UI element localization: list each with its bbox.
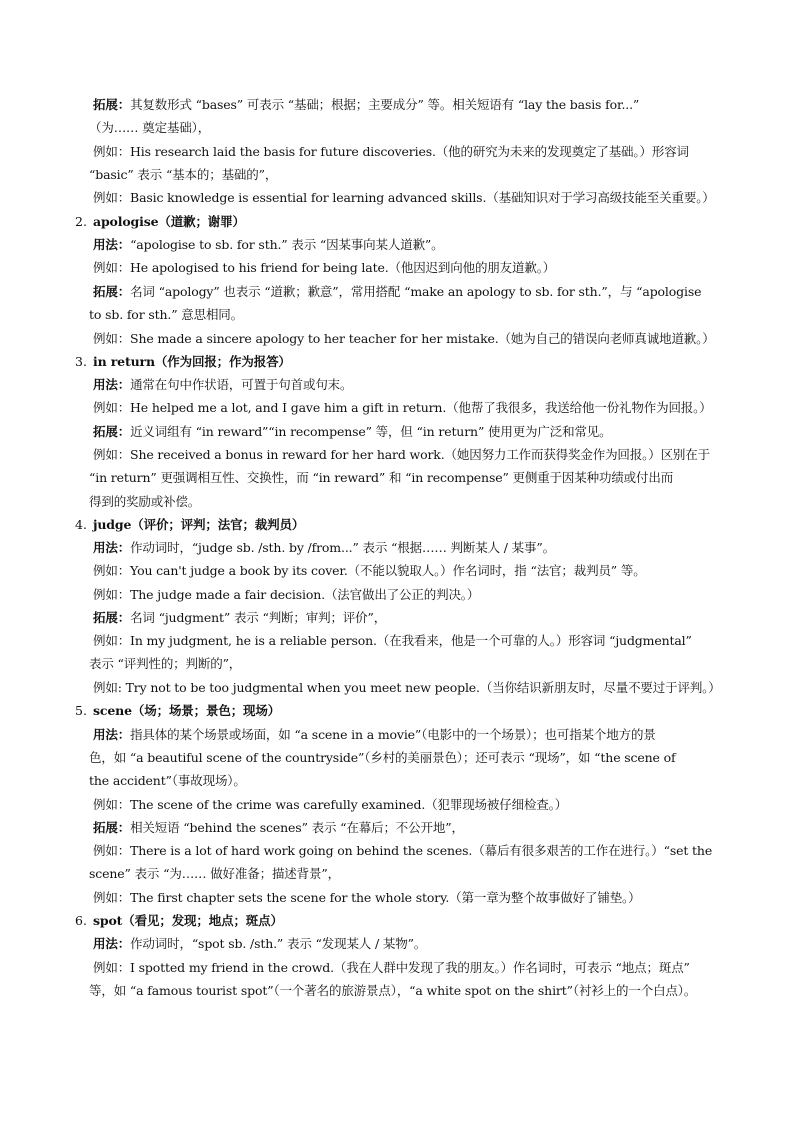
line-text: 指具体的某个场景或场面，如 “a scene in a movie”（电影中的一个场景）；也可指某个地方的景	[130, 727, 656, 742]
item-number: 3.	[75, 354, 87, 369]
labeled-line	[93, 540, 555, 556]
line-text: 色，如 “a beautiful scene of the countryside”（乡村的美丽景色）；还可表示 “现场”，如 “the scene of	[89, 750, 676, 765]
line-text: 例如：I spotted my friend in the crowd.（我在人群中发现了我的朋友。）作名词时，可表示 “地点；斑点”	[93, 960, 690, 975]
line-text: 例如：He apologised to his friend for being late.（他因迟到向他的朋友道歉。）	[93, 260, 556, 275]
labeled-line	[93, 820, 464, 836]
line-text: 例如：The judge made a fair decision.（法官做出了公正的判决。）	[93, 587, 480, 602]
text-line	[89, 866, 340, 882]
labeled-line	[93, 727, 656, 743]
text-line	[93, 563, 646, 579]
labeled-line	[93, 610, 386, 626]
text-line	[89, 307, 243, 323]
labeled-line	[93, 284, 701, 300]
labeled-line	[93, 424, 612, 440]
line-text: the accident”（事故现场）。	[89, 773, 246, 788]
line-text: scene” 表示 “为…… 做好准备；描述背景”，	[89, 866, 340, 881]
text-line	[93, 890, 641, 906]
line-text: to sb. for sth.” 意思相同。	[89, 307, 244, 322]
text-line	[89, 120, 210, 136]
line-text: 作动词时，“judge sb. /sth. by /from...” 表示 “根据…… 判断某人 / 某事”。	[130, 540, 555, 555]
line-text: 例如：You can't judge a book by its cover.（不能以貌取人。）作名词时，指 “法官；裁判员” 等。	[93, 563, 646, 578]
line-label: 拓展：	[93, 284, 131, 299]
text-line	[93, 633, 692, 649]
text-line	[93, 680, 721, 696]
line-text: 名词 “apology” 也表示 “道歉；歉意”，常用搭配 “make an apology to sb. for sth.”，与 “apologise	[130, 284, 702, 299]
entry-heading: in return（作为回报；作为报答）	[93, 354, 291, 369]
labeled-line	[93, 936, 426, 952]
entry-heading: judge（评价；评判；法官；裁判员）	[93, 517, 305, 532]
line-label: 用法：	[93, 936, 131, 951]
line-label: 用法：	[93, 377, 131, 392]
item-number: 2.	[75, 214, 87, 229]
line-label: 拓展：	[93, 424, 131, 439]
text-line	[93, 587, 479, 603]
text-line	[93, 960, 690, 976]
text-line	[93, 190, 715, 206]
line-text: 相关短语 “behind the scenes” 表示 “在幕后；不公开地”，	[130, 820, 464, 835]
line-text: “apologise to sb. for sth.” 表示 “因某事向某人道歉”。	[130, 237, 444, 252]
item-number: 6.	[75, 913, 87, 928]
line-text: 例如：She received a bonus in reward for her hard work.（她因努力工作而获得奖金作为回报。）区别在于	[93, 447, 710, 462]
line-text: 作动词时，“spot sb. /sth.” 表示 “发现某人 / 某物”。	[130, 936, 427, 951]
text-line	[89, 656, 241, 672]
text-line	[89, 983, 696, 999]
line-text: 例如: Try not to be too judgmental when you meet new people.（当你结识新朋友时，尽量不要过于评判。）	[93, 680, 721, 695]
text-line	[93, 144, 689, 160]
line-text: “in return” 更强调相互性、交换性，而 “in reward” 和 “in recompense” 更侧重于因某种功绩或付出而	[89, 470, 674, 485]
line-label: 用法：	[93, 540, 131, 555]
labeled-line	[93, 237, 444, 253]
line-text: 其复数形式 “bases” 可表示 “基础；根据；主要成分” 等。相关短语有 “lay the basis for...”	[130, 97, 640, 112]
entry-heading: scene（场；场景；景色；现场）	[93, 703, 281, 718]
line-text: 例如：In my judgment, he is a reliable person.（在我看来，他是一个可靠的人。）形容词 “judgmental”	[93, 633, 692, 648]
entry-heading: spot（看见；发现；地点；斑点）	[93, 913, 283, 928]
line-label: 用法：	[93, 727, 131, 742]
line-label: 拓展：	[93, 820, 131, 835]
line-text: 例如：Basic knowledge is essential for learning advanced skills.（基础知识对于学习高级技能至关重要。）	[93, 190, 715, 205]
line-label: 拓展：	[93, 97, 131, 112]
entry-heading: apologise（道歉；谢罪）	[93, 214, 245, 229]
line-text: 等，如 “a famous tourist spot”（一个著名的旅游景点），“a white spot on the shirt”（衬衫上的一个白点）。	[89, 983, 697, 998]
line-label: 拓展：	[93, 610, 131, 625]
text-line	[89, 773, 246, 789]
line-text: 例如：She made a sincere apology to her teacher for her mistake.（她为自己的错误向老师真诚地道歉。）	[93, 331, 715, 346]
text-line	[93, 843, 712, 859]
text-line	[89, 494, 200, 510]
text-line	[93, 447, 710, 463]
line-text: 例如：There is a lot of hard work going on behind the scenes.（幕后有很多艰苦的工作在进行。）“set the	[93, 843, 713, 858]
item-number: 5.	[75, 703, 87, 718]
line-label: 用法：	[93, 237, 131, 252]
line-text: 得到的奖励或补偿。	[89, 494, 201, 509]
labeled-line	[93, 97, 639, 113]
line-text: 通常在句中作状语，可置于句首或句末。	[130, 377, 353, 392]
text-line	[93, 331, 715, 347]
text-line	[89, 750, 675, 766]
labeled-line	[93, 377, 352, 393]
text-line	[89, 470, 673, 486]
text-line	[93, 797, 567, 813]
line-text: 表示 “评判性的；判断的”，	[89, 656, 242, 671]
line-text: 例如：The first chapter sets the scene for the whole story.（第一章为整个故事做好了铺垫。）	[93, 890, 641, 905]
text-line	[93, 260, 555, 276]
line-text: 例如：His research laid the basis for future discoveries.（他的研究为未来的发现奠定了基础。）形容词	[93, 144, 689, 159]
line-text: 近义词组有 “in reward”“in recompense” 等，但 “in return” 使用更为广泛和常见。	[130, 424, 612, 439]
line-text: 例如：He helped me a lot, and I gave him a gift in return.（他帮了我很多，我送给他一份礼物作为回报。）	[93, 400, 712, 415]
item-number: 4.	[75, 517, 87, 532]
line-text: “basic” 表示 “基本的；基础的”，	[89, 167, 278, 182]
text-line	[93, 400, 712, 416]
text-line	[89, 167, 277, 183]
line-text: 例如：The scene of the crime was carefully examined.（犯罪现场被仔细检查。）	[93, 797, 568, 812]
line-text: （为…… 奠定基础），	[89, 120, 211, 135]
line-text: 名词 “judgment” 表示 “判断；审判；评价”，	[130, 610, 387, 625]
